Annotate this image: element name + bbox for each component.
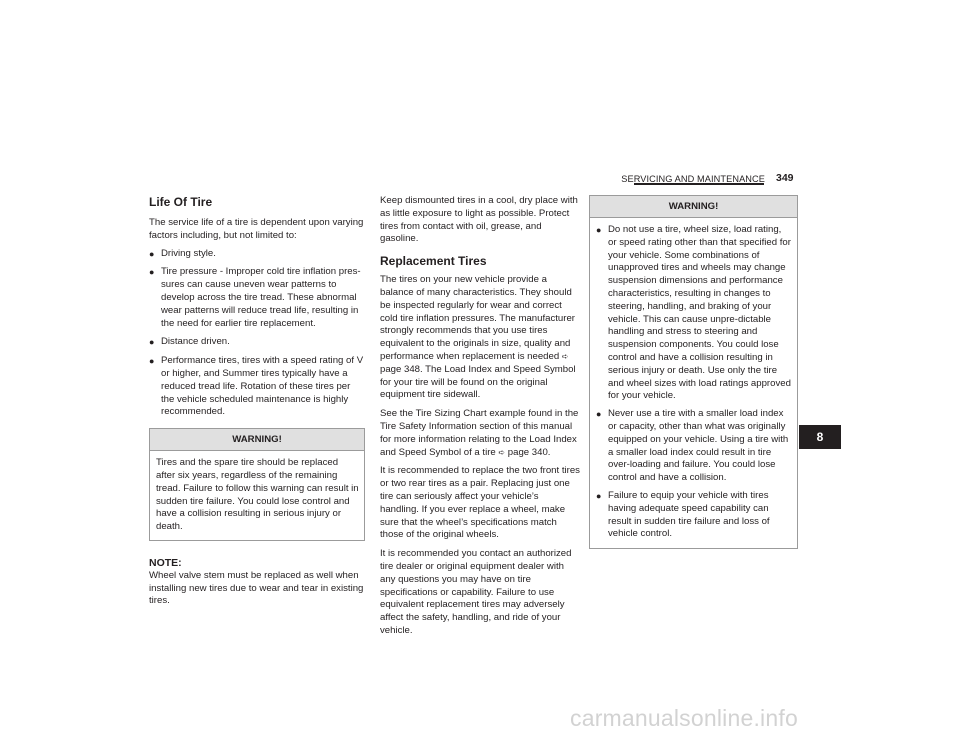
bullet-icon: ● <box>596 225 602 235</box>
warning-title: WARNING! <box>590 196 797 218</box>
note-text: Wheel valve stem must be replaced as well when installing new tires due to wear and tear in existing tires. <box>149 569 364 607</box>
list-item: ● Failure to equip your vehicle with tires having adequate speed capability can result in sudden tire failure and loss of vehicle control. <box>596 489 770 540</box>
warning-box-spare-tire <box>149 428 365 541</box>
bullet-icon: ● <box>149 248 155 259</box>
page-reference-link[interactable]: page 340 <box>507 446 548 458</box>
warning-list <box>590 218 797 548</box>
column-left <box>149 195 365 608</box>
arrow-right-icon: ➪ <box>561 351 569 361</box>
warning-text: Tires and the spare tire should be replaced after six years, regardless of the remaining tread. Failure to follow this warning can result in sudden tire failure. You could lose control and have a collision resulting in serious injury or death. <box>156 457 359 533</box>
bullet-icon: ● <box>149 337 155 348</box>
list-item: ● Distance driven. <box>149 336 230 348</box>
list-item: ● Never use a tire with a smaller load index or capacity, other than what was originally equipped on your vehicle. Using a tire with a smaller load index could result in tire over-loading and failure. You could lose control and have a collision. <box>596 408 789 484</box>
replacement-paragraph-3: It is recommended to replace the two front tires or two rear tires as a pair. Replacing just one tire can seriously affect your vehicle’s handling. If you ever replace a wheel, make sure that the wheel’s specifications match those of the original wheels. <box>380 465 580 541</box>
chapter-tab: 8 <box>799 425 841 449</box>
bullet-icon: ● <box>149 356 155 367</box>
list-item: ● Do not use a tire, wheel size, load rating, or speed rating other than that specified for your vehicle. Some combinations of unapproved tires and wheels may change suspension dimensions and performance characteristics, resulting in changes to steering, handling, and braking of your vehicle. This can cause unpre-dictable handling and stress to steering and suspension components. You could lose control and have a collision resulting in serious injury or death. Use only the tire and wheel sizes with load ratings approved for your vehicle. <box>596 224 791 402</box>
list-item: ● Driving style. <box>149 247 216 259</box>
warning-title: WARNING! <box>150 429 364 451</box>
page-number: 349 <box>776 172 794 184</box>
arrow-right-icon: ➪ <box>498 447 506 457</box>
column-middle <box>380 195 580 638</box>
column-right <box>589 195 798 549</box>
tire-storage-text: Keep dismounted tires in a cool, dry place with as little exposure to light as possible. Protect tires from contact with oil, grease, and gasoline. <box>380 195 578 245</box>
watermark: carmanualsonline.info <box>570 705 798 731</box>
life-of-tire-intro: The service life of a tire is dependent upon varying factors including, but not limited to: <box>149 217 364 241</box>
warning-box-tire-specs <box>589 195 798 549</box>
note-label: NOTE: <box>149 556 182 569</box>
replacement-paragraph-2: See the Tire Sizing Chart example found in the Tire Safety Information section of this manual for more information relating to the Load Index and Speed Symbol of a tire ➪ page 340. <box>380 408 579 458</box>
replacement-paragraph-4: It is recommended you contact an authorized tire dealer or original equipment dealer with any questions you may have on tire specifications or capability. Failure to use equivalent replacement tires may adversely affect the safety, handling, and ride of your vehicle. <box>380 548 572 636</box>
bullet-icon: ● <box>596 490 602 501</box>
list-item: ● Performance tires, tires with a speed rating of V or higher, and Summer tires typically have a reduced tread life. Rotation of these tires per the vehicle scheduled maintenance is highly recommended. <box>149 355 364 418</box>
bullet-icon: ● <box>149 267 155 278</box>
life-of-tire-list <box>149 248 365 420</box>
bullet-icon: ● <box>596 409 602 420</box>
header-section-title: SERVICING AND MAINTENANCE <box>621 174 765 184</box>
life-of-tire-heading: Life Of Tire <box>149 195 213 209</box>
page-reference-link[interactable]: page 348 <box>380 363 421 375</box>
replacement-tires-heading: Replacement Tires <box>380 254 487 269</box>
replacement-paragraph-1: The tires on your new vehicle provide a balance of many characteristics. They should be inspected regularly for wear and correct cold tire inflation pressures. The manufacturer strongly recommends that you use tires equivalent to the originals in size, quality and performance when replacement is needed ➪ page 348. The Load Index and Speed Symbol for your tire will be found on the original equipment tire sidewall. <box>380 274 576 401</box>
list-item: ● Tire pressure - Improper cold tire inflation pres-sures can cause uneven wear patterns to develop across the tire tread. These abnormal wear patterns will reduce tread life, resulting in the need for earlier tire replacement. <box>149 266 361 329</box>
